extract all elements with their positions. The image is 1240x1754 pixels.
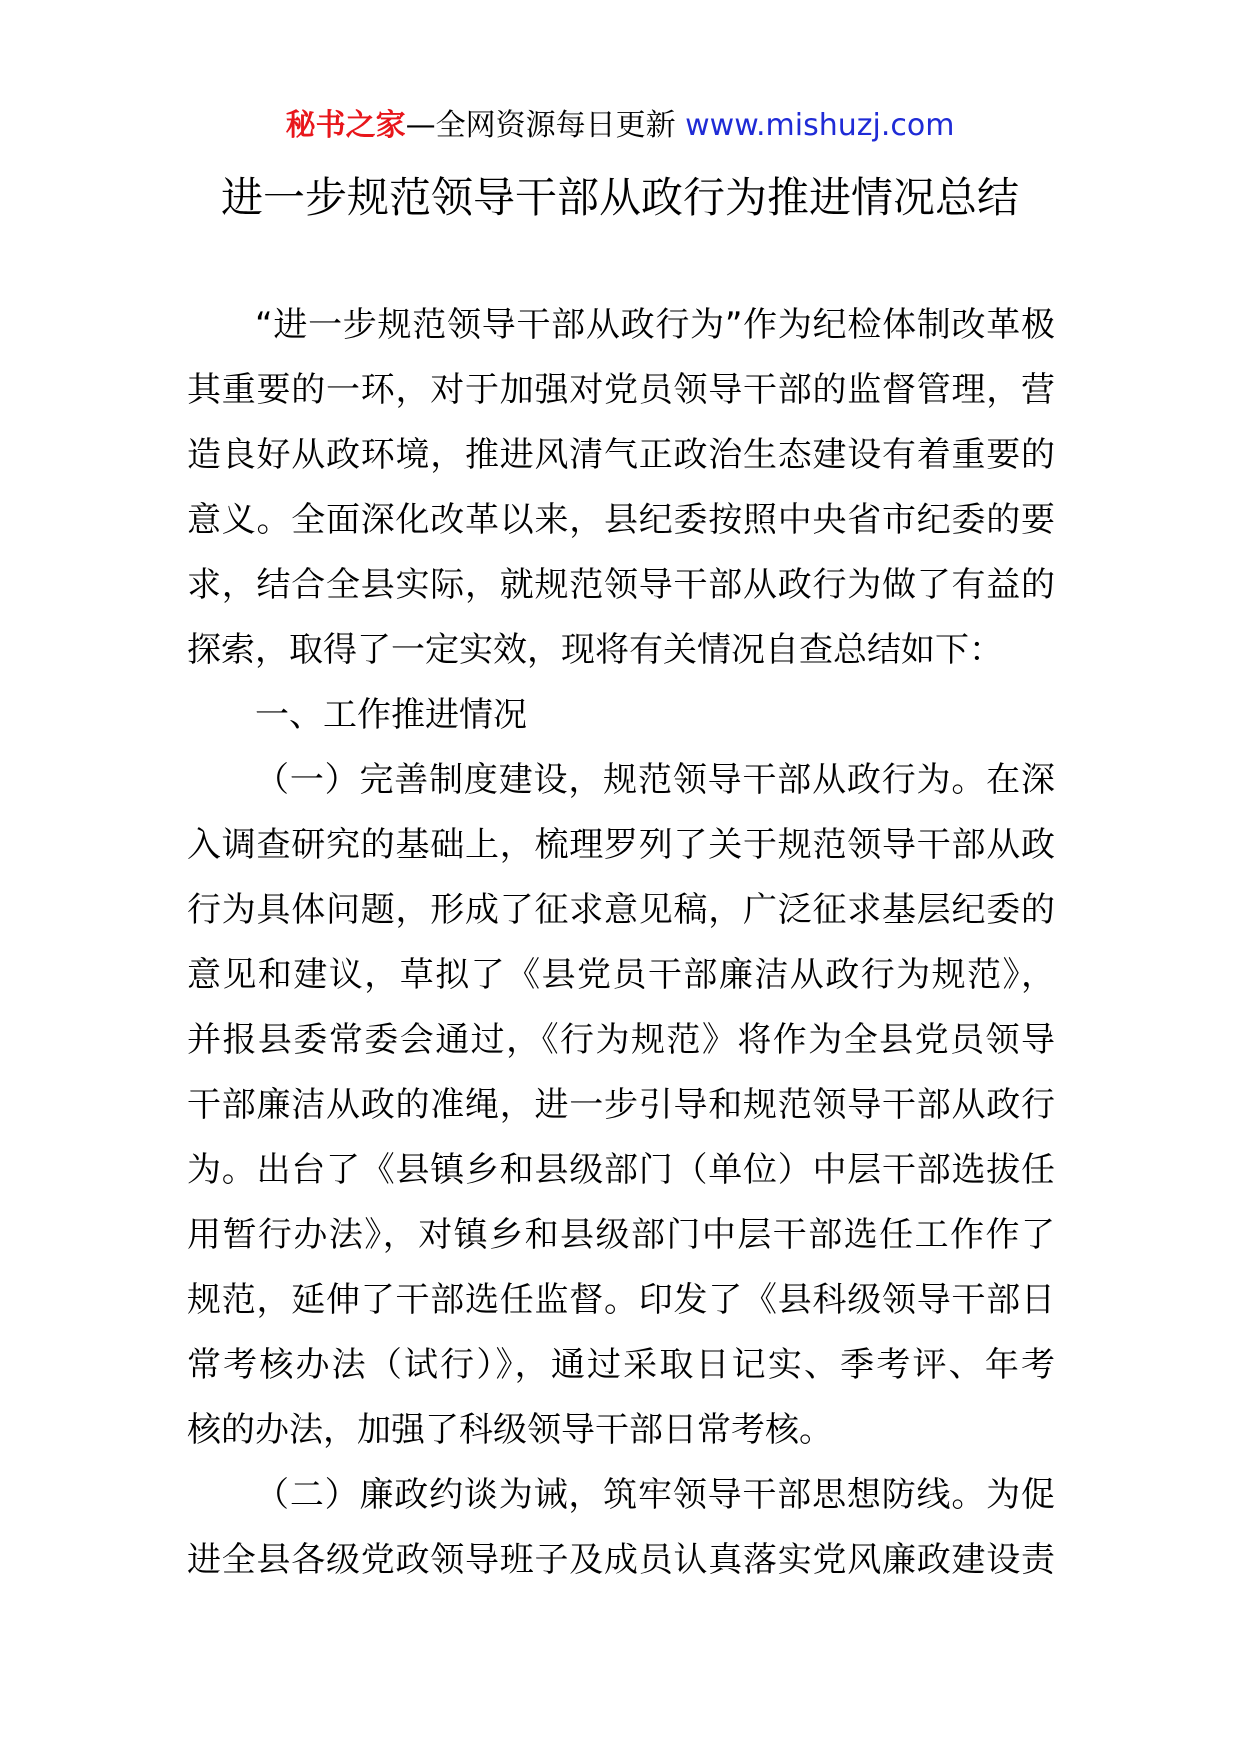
paragraph-line: 其重要的一环，对于加强对党员领导干部的监督管理，营: [187, 370, 1055, 410]
paragraph-line: （一）完善制度建设，规范领导干部从政行为。在深: [255, 760, 1055, 800]
paragraph-line: 用暂行办法》，对镇乡和县级部门中层干部选任工作作了: [187, 1215, 1055, 1255]
paragraph-line: 探索，取得了一定实效，现将有关情况自查总结如下：: [187, 630, 1003, 670]
paragraph-line: 干部廉洁从政的准绳，进一步引导和规范领导干部从政行: [187, 1085, 1055, 1125]
document-title: 进一步规范领导干部从政行为推进情况总结: [220, 173, 1019, 222]
paragraph-line: 为。出台了《县镇乡和县级部门（单位）中层干部选拔任: [187, 1150, 1055, 1190]
paragraph-line: 造良好从政环境，推进风清气正政治生态建设有着重要的: [187, 435, 1055, 475]
paragraph-line: 意义。全面深化改革以来，县纪委按照中央省市纪委的要: [187, 500, 1055, 540]
paragraph-line: 进全县各级党政领导班子及成员认真落实党风廉政建设责: [187, 1540, 1055, 1580]
paragraph-line: 求，结合全县实际，就规范领导干部从政行为做了有益的: [187, 565, 1055, 605]
site-url[interactable]: www.mishuzj.com: [685, 108, 955, 143]
section-heading: 一、工作推进情况: [255, 695, 527, 735]
paragraph-line: “进一步规范领导干部从政行为”作为纪检体制改革极: [255, 305, 1055, 345]
paragraph-line: 规范，延伸了干部选任监督。印发了《县科级领导干部日: [187, 1280, 1055, 1320]
paragraph-line: 入调查研究的基础上，梳理罗列了关于规范领导干部从政: [187, 825, 1055, 865]
paragraph-line: 常考核办法（试行）》，通过采取日记实、季考评、年考: [187, 1345, 1055, 1385]
paragraph-line: 并报县委常委会通过，《行为规范》将作为全县党员领导: [187, 1020, 1055, 1060]
site-header: [0, 100, 1240, 152]
paragraph-line: （二）廉政约谈为诫，筑牢领导干部思想防线。为促: [255, 1475, 1055, 1515]
paragraph-line: 意见和建议，草拟了《县党员干部廉洁从政行为规范》，: [187, 955, 1055, 995]
site-brand: 秘书之家: [285, 108, 406, 143]
paragraph-line: 行为具体问题，形成了征求意见稿，广泛征求基层纪委的: [187, 890, 1055, 930]
document-body: [187, 293, 1055, 1593]
site-tagline: —全网资源每日更新: [405, 108, 686, 143]
paragraph-line: 核的办法，加强了科级领导干部日常考核。: [187, 1410, 833, 1450]
